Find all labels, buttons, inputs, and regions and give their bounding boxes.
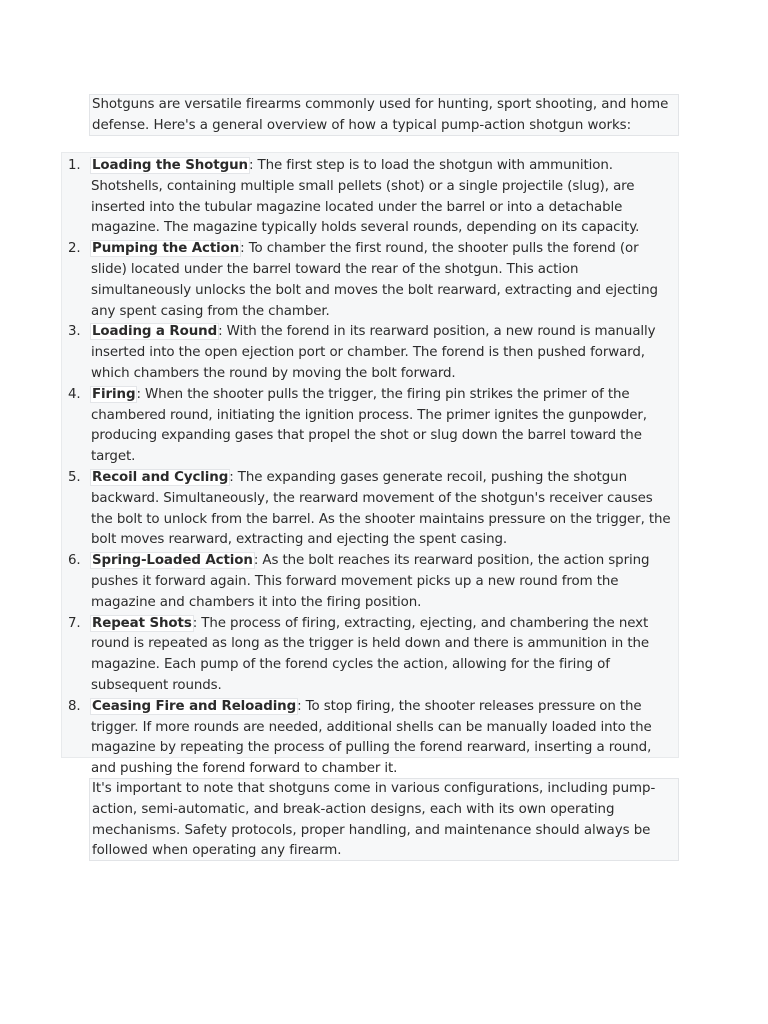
steps-list: [62, 156, 678, 780]
list-item-number: 3.: [68, 324, 81, 340]
intro-paragraph: Shotguns are versatile firearms commonly used for hunting, sport shooting, and home defense. Here's a general overview of how a typical pump-action shotgun works:: [92, 97, 669, 133]
step-description: : When the shooter pulls the trigger, the firing pin strikes the primer of the chambered round, initiating the ignition process. The primer ignites the gunpowder, producing expanding gases that propel the shot or slug down the barrel toward the target.: [91, 386, 647, 465]
list-item-number: 1.: [68, 158, 81, 173]
step-description: : As the bolt reaches its rearward position, the action spring pushes it forward again. This forward movement picks up a new round from the magazine and chambers it into the firing position.: [91, 553, 650, 610]
step-title: Firing: [92, 386, 136, 402]
step-description: : With the forend in its rearward position, a new round is manually inserted into the open ejection port or chamber. The forend is then pushed forward, which chambers the round by moving the bolt forward.: [91, 324, 656, 381]
list-item-number: 4.: [68, 386, 81, 402]
step-description: : To stop firing, the shooter releases pressure on the trigger. If more rounds are needed, additional shells can be manually loaded into the magazine by repeating the process of pulling the forend rearward, inserting a round, and pushing the forend forward to chamber it.: [91, 698, 652, 777]
steps-list-block: [61, 152, 679, 777]
step-title: Recoil and Cycling: [92, 469, 229, 485]
step-title: Spring-Loaded Action: [92, 553, 253, 569]
step-title: Loading a Round: [92, 324, 218, 340]
step-description: : To chamber the first round, the shooter pulls the forend (or slide) located under the barrel toward the rear of the shotgun. This action simultaneously unlocks the bolt and moves the bolt rearward, extracting and ejecting any spent casing from the chamber.: [91, 241, 658, 319]
list-item-number: 7.: [68, 615, 81, 631]
intro-paragraph-block: [89, 94, 679, 136]
step-description: : The expanding gases generate recoil, pushing the shotgun backward. Simultaneously, the rearward movement of the shotgun's receiver causes the bolt to unlock from the barrel. As the shooter maintains pressure on the trigger, the bolt moves rearward, extracting and ejecting the spent casing.: [91, 469, 671, 548]
list-item-number: 2.: [68, 241, 81, 257]
list-item: [62, 239, 678, 322]
list-item: [62, 322, 678, 384]
step-title: Pumping the Action: [92, 241, 240, 257]
list-item-number: 6.: [68, 553, 81, 569]
list-item: [62, 697, 678, 780]
list-item: [62, 614, 678, 697]
list-item: [62, 156, 678, 239]
outro-paragraph-block: [89, 778, 679, 861]
list-item-number: 8.: [68, 698, 81, 714]
step-title: Repeat Shots: [92, 615, 192, 631]
list-item: [62, 551, 678, 613]
list-item: [62, 385, 678, 468]
step-description: : The process of firing, extracting, ejecting, and chambering the next round is repeated as long as the trigger is held down and there is ammunition in the magazine. Each pump of the forend cycles the action, allowing for the firing of subsequent rounds.: [91, 615, 650, 693]
outro-paragraph: It's important to note that shotguns come in various configurations, including pump-action, semi-automatic, and break-action designs, each with its own operating mechanisms. Safety protocols, proper handling, and maintenance should always be followed when operating any firearm.: [92, 781, 656, 859]
step-title: Loading the Shotgun: [92, 158, 248, 173]
list-item: [62, 468, 678, 551]
list-item-number: 5.: [68, 469, 81, 485]
step-title: Ceasing Fire and Reloading: [92, 698, 297, 714]
step-description: : The first step is to load the shotgun with ammunition. Shotshells, containing multiple small pellets (shot) or a single projectile (slug), are inserted into the tubular magazine located under the barrel or into a detachable magazine. The magazine typically holds several rounds, depending on its capacity.: [91, 158, 640, 236]
